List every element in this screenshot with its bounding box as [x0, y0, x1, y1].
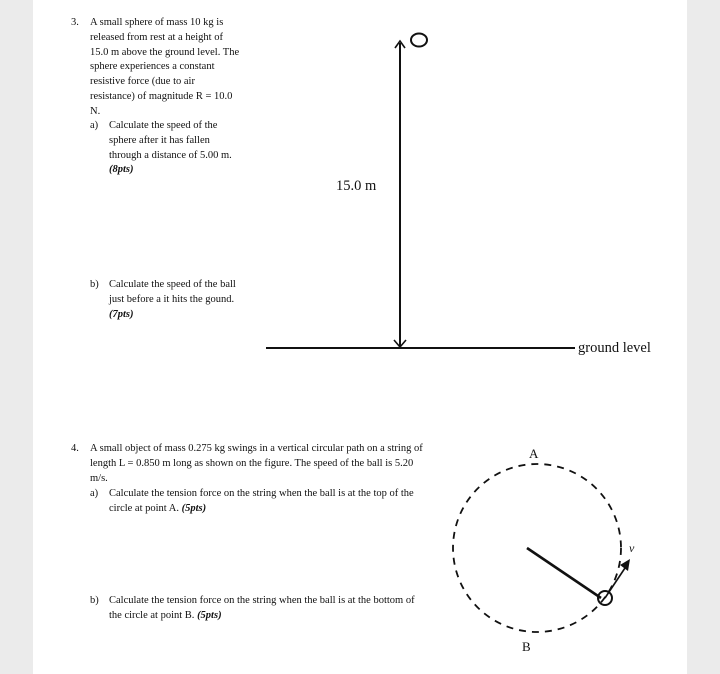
problem3-part-a-points: (8pts)	[109, 164, 134, 176]
problem4-part-b-text: Calculate the tension force on the string when the ball is at the bottom of the circle at point B.	[109, 595, 415, 621]
string	[527, 548, 601, 598]
problem3-part-b-text: Calculate the speed of the ball just before a it hits the gound.	[109, 279, 236, 305]
problem4-part-a-text: Calculate the tension force on the string when the ball is at the top of the circle at point A.	[109, 488, 414, 514]
velocity-arrow	[605, 565, 627, 598]
problem4-part-a-points: (5pts)	[181, 502, 207, 514]
problem4-part-a-label: a)	[90, 488, 99, 499]
ground-level-label: ground level	[578, 340, 651, 356]
problem3-part-b-points: (7pts)	[109, 308, 134, 320]
problem3-statement: A small sphere of mass 10 kg is released from rest at a height of 15.0 m above the ground level. The sphere experiences a constant resistive force (due to air resistance) of magnitude R = 10.0 N.	[90, 17, 240, 117]
sphere	[411, 34, 427, 47]
problem4-part-b-label: b)	[90, 595, 99, 606]
problem3-part-a-text: Calculate the speed of the sphere after it has fallen through a distance of 5.00 m.	[109, 120, 232, 161]
problem4-number: 4.	[71, 443, 79, 454]
problem3-part-a-label: a)	[90, 120, 99, 131]
problem4-part-b-points: (5pts)	[197, 609, 222, 621]
vertical-circle-figure	[453, 446, 635, 654]
problem3-part-b-label: b)	[90, 279, 99, 290]
height-label: 15.0 m	[336, 178, 377, 194]
falling-sphere-figure	[266, 34, 651, 357]
point-b-label: B	[522, 639, 531, 654]
problem3-number: 3.	[71, 17, 79, 28]
velocity-label: v	[629, 541, 635, 555]
circular-path	[453, 464, 621, 632]
point-a-label: A	[529, 446, 539, 461]
problem4-statement: A small object of mass 0.275 kg swings in a vertical circular path on a string of length L = 0.850 m long as shown on the figure. The speed of the ball is 5.20 m/s.	[90, 443, 423, 484]
